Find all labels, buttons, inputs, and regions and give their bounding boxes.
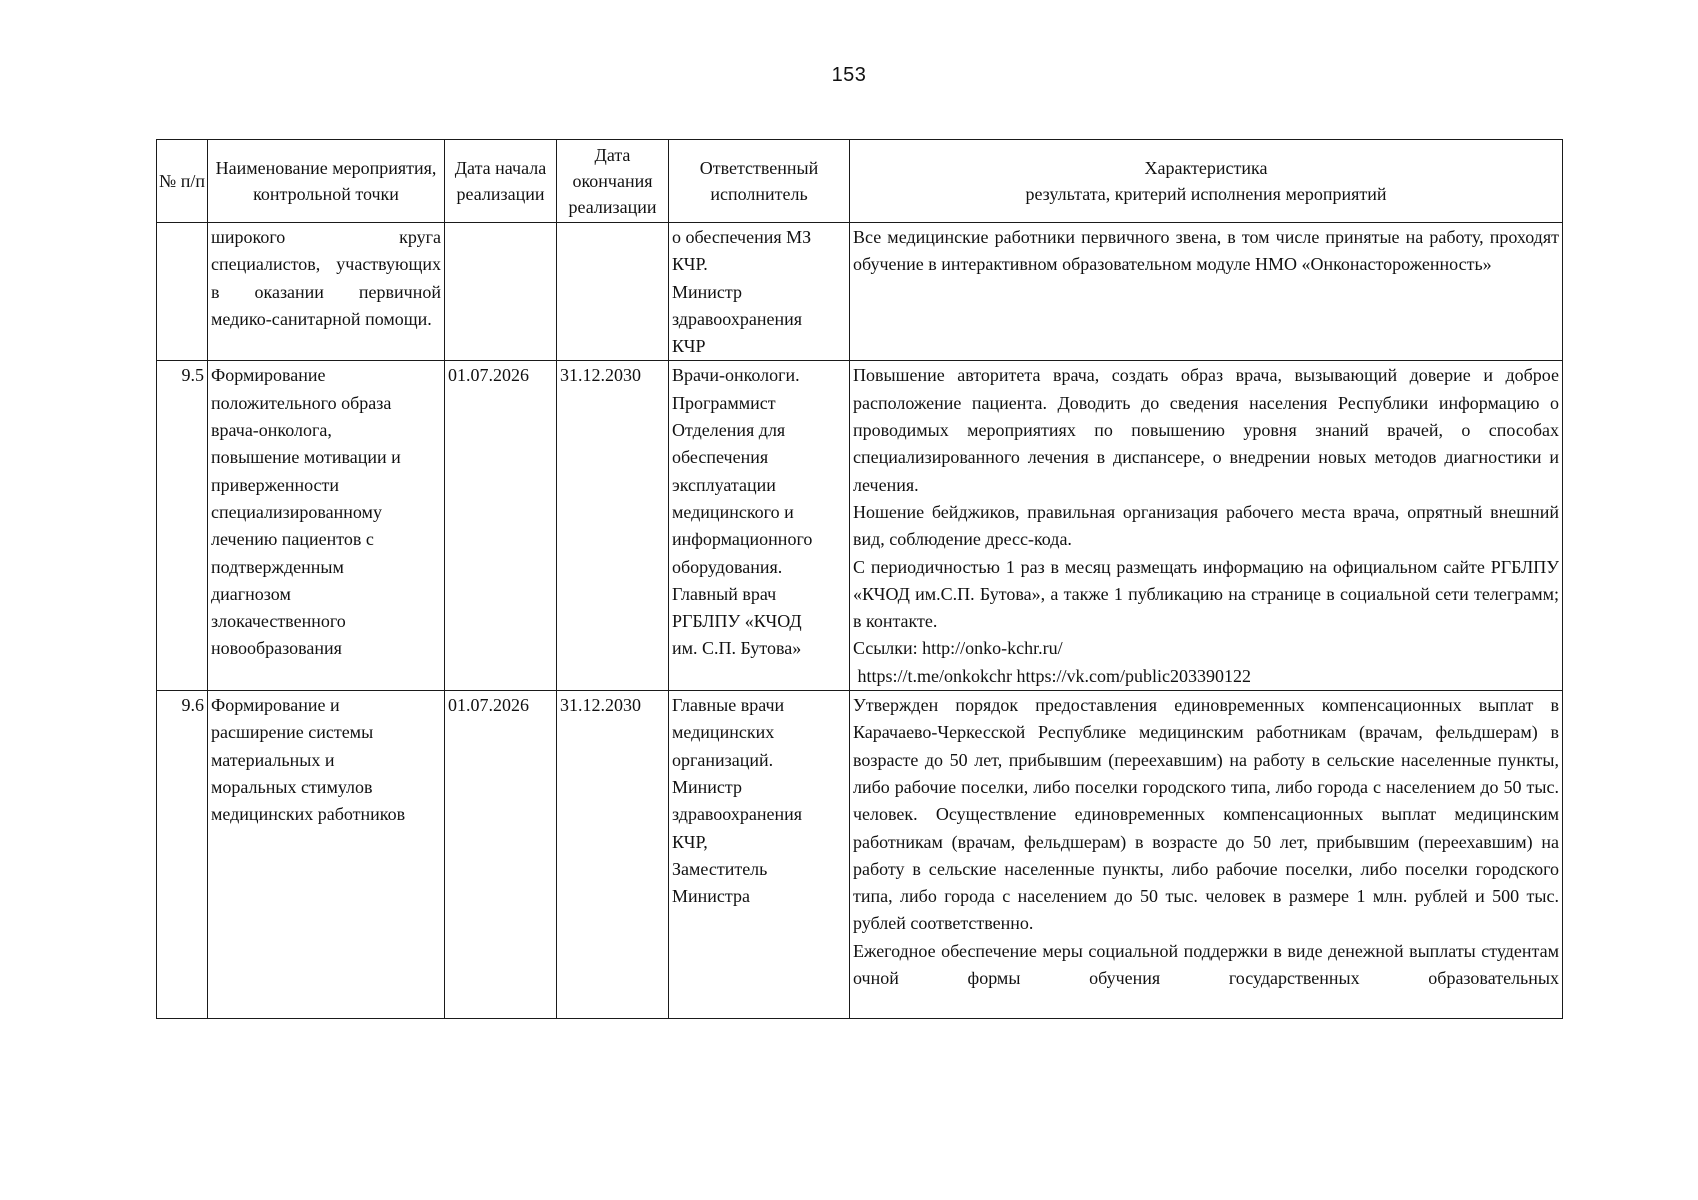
table-row	[157, 691, 1563, 1019]
result-paragraph: Утвержден порядок предоставления единовременных компенсационных выплат в Карачаево-Черкесской Республике медицинским работникам (врачам, фельдшерам) в возрасте до 50 лет, прибывшим (переехавшим) на работу в сельские населенные пункты, либо рабочие поселки, либо поселки городского типа, либо города с населением до 50 тыс. человек. Осуществление единовременных компенсационных выплат медицинским работникам (врачам, фельдшерам) в возрасте до 50 лет, прибывшим (переехавшим) на работу в сельские населенные пункты, либо рабочие поселки, либо поселки городского типа, либо города с населением до 50 тыс. человек в размере 1 млн. рублей и 500 тыс. рублей соответственно.	[853, 695, 1559, 934]
row-executor: Главные врачи медицинских организаций. Министр здравоохранения КЧР, Заместитель Министра	[669, 691, 850, 1019]
header-num: № п/п	[157, 140, 208, 223]
header-executor: Ответственный исполнитель	[669, 140, 850, 223]
row-result	[850, 361, 1563, 691]
result-paragraph: Повышение авторитета врача, создать образ врача, вызывающий доверие и доброе расположение пациента. Доводить до сведения населения Республики информацию о проводимых мероприятиях по повышению уровня знаний врачей, о способах специализированного лечения в диспансере, о внедрении новых методов диагностики и лечения.	[853, 365, 1559, 495]
page-number: 153	[831, 64, 867, 86]
row-num: 9.6	[157, 691, 208, 1019]
row-num: 9.5	[157, 361, 208, 691]
row-num	[157, 223, 208, 361]
row-start-date: 01.07.2026	[445, 361, 557, 691]
row-end-date: 31.12.2030	[557, 361, 669, 691]
result-paragraph: Все медицинские работники первичного звена, в том числе принятые на работу, проходят обучение в интерактивном образовательном модуле НМО «Онконастороженность»	[853, 227, 1559, 275]
header-result: Характеристика результата, критерий исполнения мероприятий	[850, 140, 1563, 223]
result-link-line: Ссылки: http://onko-kchr.ru/	[853, 638, 1063, 659]
table-row	[157, 223, 1563, 361]
result-paragraph: Ежегодное обеспечение меры социальной поддержки в виде денежной выплаты студентам очной формы обучения государственных образовательных	[853, 940, 1559, 989]
row-name: Формирование положительного образа врача-онколога, повышение мотивации и приверженности специализированному лечению пациентов с подтвержденным диагнозом злокачественного новообразования	[208, 361, 445, 691]
row-name: широкого круга специалистов, участвующих в оказании первичной медико-санитарной помощи.	[208, 223, 445, 361]
table-row	[157, 361, 1563, 691]
row-result	[850, 223, 1563, 361]
activities-table	[156, 139, 1563, 1019]
header-name: Наименование мероприятия, контрольной точки	[208, 140, 445, 223]
header-start-date: Дата начала реализации	[445, 140, 557, 223]
result-link-line: https://t.me/onkokchr https://vk.com/public203390122	[853, 665, 1251, 686]
table-header	[157, 140, 1563, 223]
row-start-date	[445, 223, 557, 361]
row-end-date	[557, 223, 669, 361]
row-end-date: 31.12.2030	[557, 691, 669, 1019]
result-paragraph: С периодичностью 1 раз в месяц размещать информацию на официальном сайте РГБЛПУ «КЧОД им.С.П. Бутова», а также 1 публикацию на странице в социальной сети телеграмм; в контакте.	[853, 556, 1559, 632]
row-start-date: 01.07.2026	[445, 691, 557, 1019]
header-end-date: Дата окончания реализации	[557, 140, 669, 223]
row-executor: о обеспечения МЗ КЧР. Министр здравоохранения КЧР	[669, 223, 850, 361]
row-result	[850, 691, 1563, 1019]
row-executor: Врачи-онкологи. Программист Отделения для обеспечения эксплуатации медицинского и информационного оборудования. Главный врач РГБЛПУ «КЧОД им. С.П. Бутова»	[669, 361, 850, 691]
row-name: Формирование и расширение системы материальных и моральных стимулов медицинских работников	[208, 691, 445, 1019]
result-paragraph: Ношение бейджиков, правильная организация рабочего места врача, опрятный внешний вид, соблюдение дресс-кода.	[853, 501, 1559, 550]
